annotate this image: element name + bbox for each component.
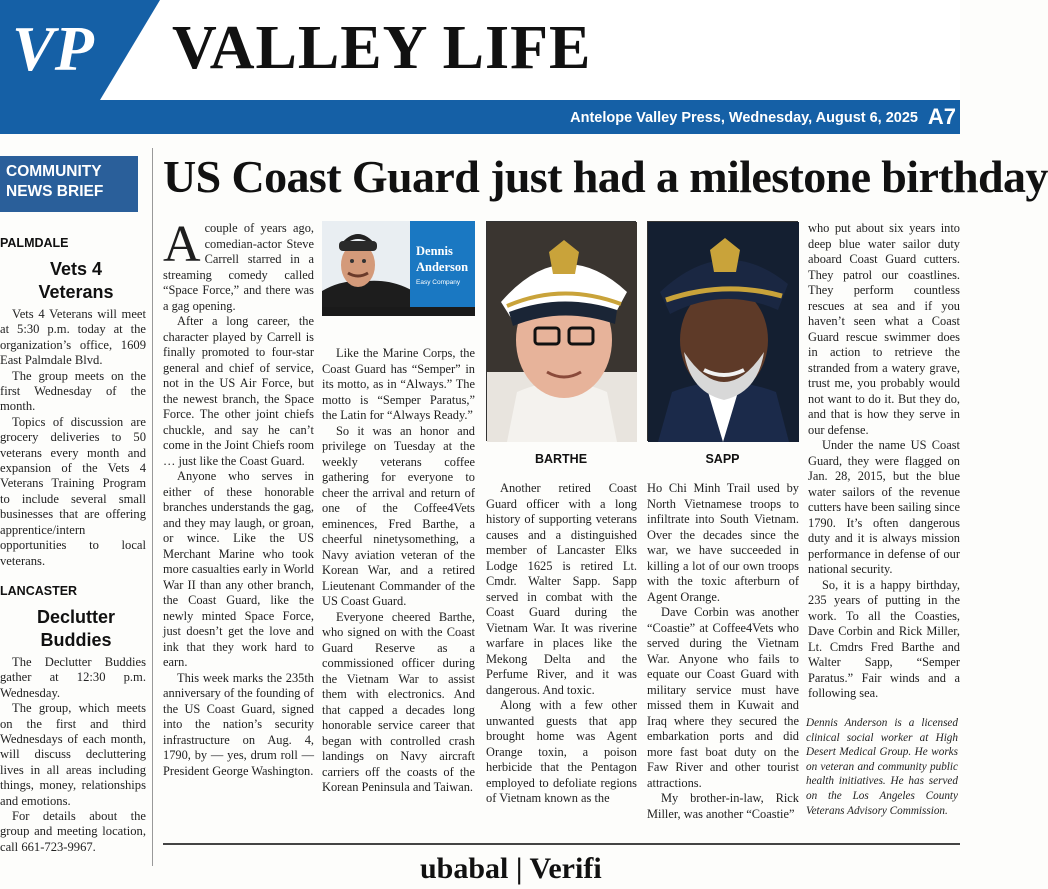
vp-logo-icon <box>6 10 126 90</box>
article-paragraph: After a long career, the character played by Carrell is finally promoted to four-star general and chief of service, not in the US Air Force, but the newest branch, the Space Force. The other joint chiefs chuckle, and say he can’t come in the Joint Chiefs room … just like the Coast Guard. <box>163 314 314 468</box>
brief-body <box>0 307 146 569</box>
issue-dateline: Antelope Valley Press, Wednesday, August 6, 2025 <box>570 110 918 126</box>
brief-headline-line: Vets 4 <box>49 259 103 279</box>
article-paragraph: So it was an honor and privilege on Tuesday at the weekly veterans coffee gathering for everyone to cheer the arrival and return of one of the Coffee4Vets eminences, Fred Barthe, a cheerful ninetysomething, a Navy aviation veteran of the Korean War, and a retired Lieutenant Commander of the US Coast Guard. <box>322 423 475 608</box>
article-paragraph <box>163 216 314 314</box>
columnist-name-line: Anderson <box>416 260 469 274</box>
article-column-1 <box>163 216 314 779</box>
columnist-rule <box>322 307 475 316</box>
author-bio: Dennis Anderson is a licensed clinical social worker at High Desert Medical Group. He works on veteran and community public health initiatives. He has served on the Los Angeles County Veterans Advisory Commission. <box>806 717 958 817</box>
photo-sapp <box>647 221 798 441</box>
tag-line-2: NEWS BRIEF <box>6 183 104 200</box>
community-news-brief-tag <box>0 156 138 212</box>
sapp-portrait-icon <box>648 222 799 442</box>
tag-line-1: COMMUNITY <box>6 163 102 180</box>
article-paragraph: Another retired Coast Guard officer with a long history of supporting veterans causes and a distinguished member of Lancaster Elks Lodge 1625 is retired Lt. Cmdr. Walter Sapp. Sapp served in combat with the Coast Guard during the Vietnam War. It was riverine warfare in places like the Mekong Delta and the Perfume River, and it was dangerous. And toxic. <box>486 481 637 697</box>
article-paragraph: Everyone cheered Barthe, who signed on with the Coast Guard Reserve as a commissioned officer during the Vietnam War to assist them with electronics. And that capped a decades long honorable service career that began with controlled crash landings on Navy aircraft carriers off the coasts of the Korean Peninsula and Taiwan. <box>322 609 475 794</box>
page-number: A7 <box>927 104 956 129</box>
column-divider <box>152 148 153 866</box>
barthe-portrait-icon <box>487 222 637 442</box>
columnist-name-line: Dennis <box>416 244 453 258</box>
article-paragraph: My brother-in-law, Rick Miller, was another “Coastie” <box>647 791 799 821</box>
article-paragraph: Anyone who serves in either of these honorable branches understands the gag, and they may laugh, or groan, or wince. Like the US Merchant Marine who took more casualties early in World War II than any other branch, the Coast Guard, like the newly minted Space Force, just doesn’t get the love and ink that they work hard to earn. <box>163 469 314 669</box>
article-paragraph: Along with a few other unwanted guests that app brought home was Agent Orange toxin, a poison herbicide that the Pentagon employed to defoliate regions of Vietnam known as the <box>486 698 637 805</box>
brief-headline <box>28 606 124 652</box>
brief-paragraph: Vets 4 Veterans will meet at 5:30 p.m. today at the organization’s office, 1609 East Palmdale Blvd. <box>0 307 146 368</box>
community-news-sidebar <box>0 150 152 866</box>
article-paragraph: Ho Chi Minh Trail used by North Vietnamese troops to infiltrate into South Vietnam. Over the decades since the war, we have succeeded in killing a lot of our own troops with the toxic afterburn of Agent Orange. <box>647 481 799 604</box>
column-label: Easy Company <box>416 279 461 286</box>
dropcap: A <box>163 216 201 273</box>
brief-paragraph: For details about the group and meeting location, call 661-723-9967. <box>0 809 146 854</box>
brief-headline-line: Buddies <box>40 630 112 650</box>
columnist-portrait-icon <box>322 221 413 307</box>
brief-headline <box>28 258 124 304</box>
photo-caption-sapp: SAPP <box>705 452 740 466</box>
brief-paragraph: The group, which meets on the first and third Wednesdays of each month, will discuss decluttering lives in all areas including things, money, relationships and emotions. <box>0 701 146 808</box>
article-column-4 <box>647 481 799 822</box>
article-column-5 <box>808 221 960 702</box>
brief-city: LANCASTER <box>0 584 78 598</box>
article-paragraph: Like the Marine Corps, the Coast Guard has “Semper” in its motto, as in “Always.” The motto is “Semper Paratus,” the Latin for “Always Ready.” <box>322 346 475 422</box>
article-paragraph: who put about six years into deep blue water sailor duty aboard Coast Guard cutters. They patrol our coastlines. They perform countless rescues at sea and if you haven’t seen what a Coast Guard rescue swimmer does in action to retrieve the stranded from a watery grave, trust me, you probably would not want to do it. But they do, and that is how they serve in our defense. <box>808 221 960 437</box>
article-paragraph: So, it is a happy birthday, 235 years of putting in the work. To all the Coasties, Dave Corbin and Rick Miller, Lt. Cmdrs Fred Barthe and Walter Sapp, “Semper Paratus.” Fair winds and a following sea. <box>808 577 960 700</box>
brief-paragraph: Topics of discussion are grocery deliveries to 50 veterans every month and expansion of the Vets 4 Veterans Training Program to include several small businesses that are offering apprentice/intern opportunities to local veterans. <box>0 414 146 568</box>
photo-barthe <box>486 221 636 441</box>
brief-city: PALMDALE <box>0 236 69 250</box>
next-article-headline: ubabal | Verifi <box>420 852 602 885</box>
columnist-name <box>416 243 476 275</box>
brief-headline-line: Veterans <box>38 282 114 302</box>
brief-paragraph: The group meets on the first Wednesday of the month. <box>0 368 146 414</box>
article-column-3 <box>486 481 637 807</box>
photo-caption-barthe: BARTHE <box>534 452 588 466</box>
columnist-card <box>322 221 475 316</box>
columnist-photo <box>322 221 413 307</box>
article-paragraph: Dave Corbin was another “Coastie” at Coffee4Vets who served during the Vietnam War. Anyone who fails to equate our Coast Guard with military service must have missed them in Kuwait and Iraq where they secured the embarkation ports and did more fast boat duty on the Faw River and other tourist attractions. <box>647 605 799 790</box>
logo-letters: VP <box>12 13 94 84</box>
article-headline: US Coast Guard just had a milestone birthday <box>163 151 1048 202</box>
brief-paragraph: The Declutter Buddies gather at 12:30 p.m. Wednesday. <box>0 655 146 700</box>
paragraph-text: couple of years ago, comedian-actor Steve Carrell starred in a streaming comedy called “Space Force,” and there was a gag opening. <box>163 221 314 313</box>
bottom-rule <box>163 843 960 845</box>
brief-headline-line: Declutter <box>36 607 116 627</box>
article-paragraph: This week marks the 235th anniversary of the founding of the US Coast Guard, signed into the nation’s security infrastructure on Aug. 4, 1790, by — yes, drum roll — President George Washington. <box>163 670 314 778</box>
article-paragraph: Under the name US Coast Guard, they were flagged on Jan. 28, 2015, but the blue water sailors of the revenue cutters have been sailing since 1790. It’s often dangerous duty and it is always mission performance in defense of our national security. <box>808 438 960 576</box>
section-title: VALLEY LIFE <box>172 14 592 82</box>
brief-body <box>0 655 146 855</box>
article-column-2 <box>322 346 475 796</box>
